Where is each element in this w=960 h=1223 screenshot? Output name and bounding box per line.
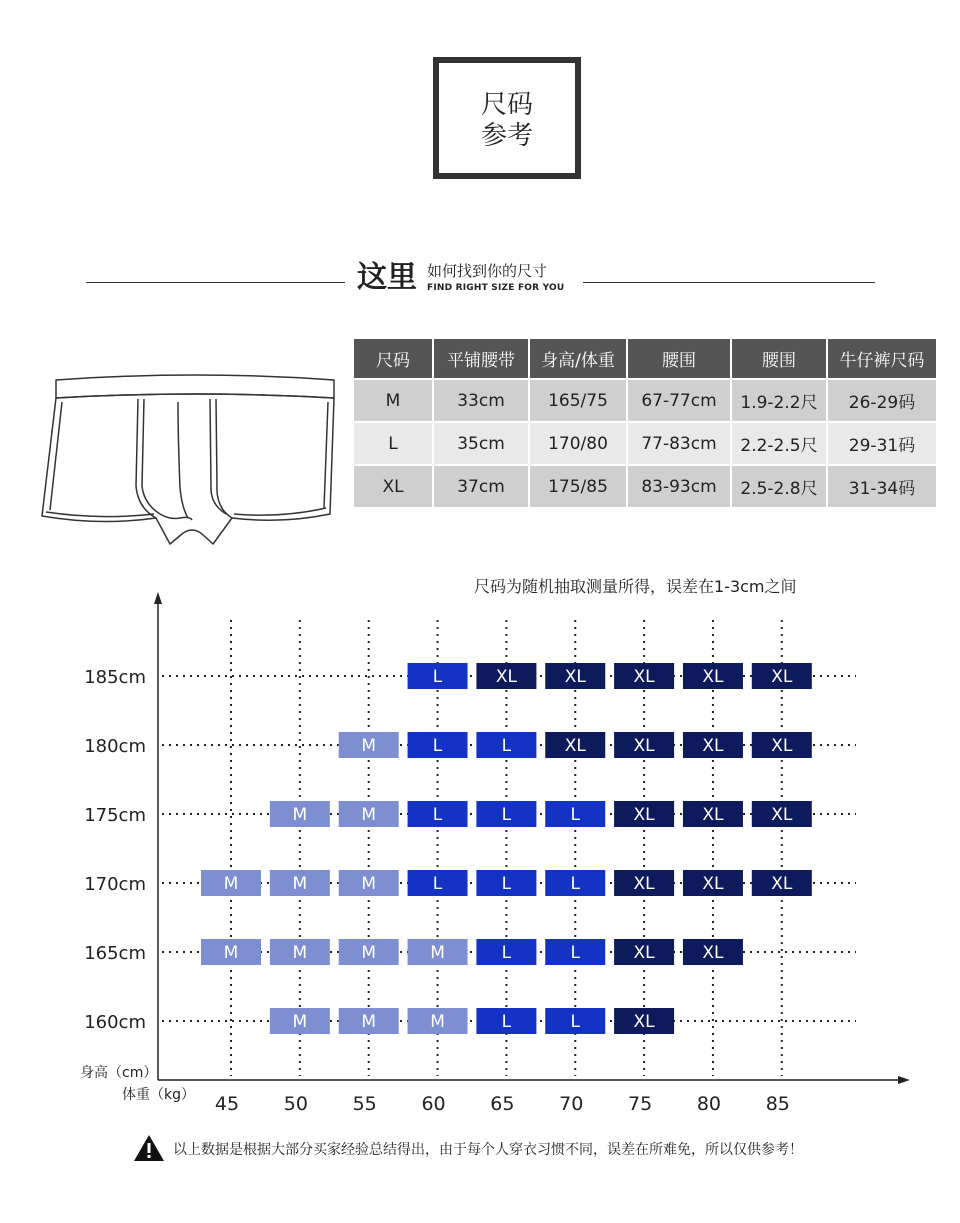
size-cell-label: L <box>501 736 512 756</box>
table-cell: 2.2-2.5尺 <box>732 423 826 464</box>
size-cell-xl <box>614 1008 674 1034</box>
size-cell-label: M <box>223 874 239 894</box>
size-cell-l <box>476 870 536 896</box>
table-cell: 26-29码 <box>828 380 936 421</box>
size-cell-label: M <box>430 943 445 963</box>
size-cell-label: L <box>570 943 580 963</box>
title-line1: 尺码 <box>480 90 533 120</box>
table-cell: 77-83cm <box>628 423 730 464</box>
size-cell-m <box>201 870 261 896</box>
size-cell-label: L <box>501 874 512 894</box>
size-cell-label: XL <box>564 667 586 687</box>
size-cell-label: XL <box>702 736 724 756</box>
size-cell-label: L <box>432 805 443 825</box>
size-cell-label: M <box>361 874 377 894</box>
size-cell-l <box>545 1008 605 1034</box>
table-header-cell: 身高/体重 <box>530 339 626 378</box>
size-cell-label: XL <box>633 667 655 687</box>
table-cell: XL <box>354 466 432 507</box>
y-tick-label: 175cm <box>84 805 146 826</box>
table-cell: 37cm <box>434 466 528 507</box>
section-heading-main: 这里 <box>357 260 417 295</box>
table-header-cell: 牛仔裤尺码 <box>828 339 936 378</box>
table-cell: 31-34码 <box>828 466 936 507</box>
size-cell-xl <box>476 663 536 689</box>
size-cell-m <box>408 1008 468 1034</box>
x-tick-label: 70 <box>559 1093 584 1115</box>
size-cell-label: L <box>570 1012 580 1032</box>
measurement-note: 尺码为随机抽取测量所得，误差在1-3cm之间 <box>474 577 797 596</box>
size-cell-label: M <box>430 1012 445 1032</box>
table-header-cell: 尺码 <box>354 339 432 378</box>
size-cell-label: XL <box>702 805 724 825</box>
size-cell-label: XL <box>633 874 655 894</box>
x-tick-label: 45 <box>214 1093 240 1115</box>
size-cell-xl <box>752 801 812 827</box>
size-cell-l <box>408 801 468 827</box>
size-cell-xl <box>752 870 812 896</box>
size-cell-l <box>545 939 605 965</box>
table-cell: 2.5-2.8尺 <box>732 466 826 507</box>
table-cell: M <box>354 380 432 421</box>
size-cell-m <box>270 1008 330 1034</box>
size-cell-xl <box>683 801 743 827</box>
y-tick-label: 180cm <box>84 736 146 757</box>
x-axis-arrow <box>898 1076 910 1084</box>
size-cell-xl <box>683 870 743 896</box>
table-header-cell: 腰围 <box>732 339 826 378</box>
size-cell-label: L <box>432 736 443 756</box>
size-cell-l <box>408 663 468 689</box>
table-cell: 175/85 <box>530 466 626 507</box>
size-cell-m <box>339 801 399 827</box>
size-cell-label: M <box>361 805 377 825</box>
title-line2: 参考 <box>480 121 533 151</box>
size-cell-m <box>270 870 330 896</box>
y-tick-label: 160cm <box>84 1012 146 1033</box>
size-cell-label: XL <box>702 943 724 963</box>
table-header-cell: 腰围 <box>628 339 730 378</box>
size-cell-label: M <box>292 805 308 825</box>
size-cell-xl <box>683 732 743 758</box>
size-cell-xl <box>545 663 605 689</box>
size-cell-m <box>339 939 399 965</box>
size-cell-xl <box>614 939 674 965</box>
table-header-cell: 平铺腰带 <box>434 339 528 378</box>
size-cell-xl <box>545 732 605 758</box>
size-cell-label: L <box>501 805 512 825</box>
size-cell-l <box>476 732 536 758</box>
table-cell: 83-93cm <box>628 466 730 507</box>
size-cell-label: M <box>361 1012 377 1032</box>
x-tick-label: 55 <box>352 1093 377 1115</box>
table-cell: 29-31码 <box>828 423 936 464</box>
table-cell: 67-77cm <box>628 380 730 421</box>
table-cell: 165/75 <box>530 380 626 421</box>
size-cell-label: XL <box>771 805 793 825</box>
y-axis-title: 身高（cm） <box>80 1065 158 1081</box>
size-cell-label: M <box>292 1012 308 1032</box>
size-cell-label: XL <box>495 667 517 687</box>
x-tick-label: 60 <box>421 1093 446 1115</box>
size-cell-l <box>476 1008 536 1034</box>
size-cell-xl <box>752 732 812 758</box>
size-cell-xl <box>683 663 743 689</box>
size-cell-m <box>408 939 468 965</box>
size-cell-label: L <box>432 667 443 687</box>
section-heading-sub-en: FIND RIGHT SIZE FOR YOU <box>427 283 565 293</box>
size-cell-m <box>339 1008 399 1034</box>
size-cell-label: L <box>432 874 443 894</box>
size-cell-label: M <box>292 943 308 963</box>
size-cell-label: M <box>361 943 377 963</box>
x-tick-label: 80 <box>696 1093 722 1115</box>
x-tick-labels <box>215 1093 790 1115</box>
size-cell-label: XL <box>771 667 793 687</box>
size-cell-l <box>545 870 605 896</box>
size-cell-label: M <box>292 874 308 894</box>
size-cell-label: L <box>570 805 580 825</box>
x-tick-label: 85 <box>765 1093 790 1115</box>
size-cell-label: M <box>223 943 239 963</box>
size-cell-label: XL <box>771 736 793 756</box>
size-cell-l <box>476 801 536 827</box>
size-cell-label: L <box>570 874 580 894</box>
size-cell-xl <box>683 939 743 965</box>
section-heading-sub-cn: 如何找到你的尺寸 <box>427 262 548 280</box>
size-cell-xl <box>614 663 674 689</box>
y-tick-label: 165cm <box>84 943 146 964</box>
size-cell-m <box>270 939 330 965</box>
table-cell: 33cm <box>434 380 528 421</box>
table-cell: 1.9-2.2尺 <box>732 380 826 421</box>
y-tick-label: 170cm <box>84 874 146 895</box>
size-cell-m <box>339 870 399 896</box>
table-cell: 35cm <box>434 423 528 464</box>
size-cell-l <box>476 939 536 965</box>
size-cell-xl <box>614 870 674 896</box>
table-cell: 170/80 <box>530 423 626 464</box>
size-cell-l <box>545 801 605 827</box>
size-cell-m <box>201 939 261 965</box>
x-tick-label: 50 <box>283 1093 308 1115</box>
footer-disclaimer: 以上数据是根据大部分买家经验总结得出，由于每个人穿衣习惯不同，误差在所难免，所以仅供参考！ <box>173 1142 803 1158</box>
y-tick-labels <box>84 667 146 1033</box>
x-axis-title: 体重（kg） <box>122 1087 195 1103</box>
size-cell-label: XL <box>633 943 655 963</box>
table-cell: L <box>354 423 432 464</box>
size-cell-label: XL <box>702 874 724 894</box>
size-cell-label: L <box>501 943 512 963</box>
size-cell-label: XL <box>633 805 655 825</box>
size-cell-label: XL <box>633 1012 655 1032</box>
y-axis-arrow <box>154 592 162 604</box>
size-cell-l <box>408 732 468 758</box>
size-cell-m <box>270 801 330 827</box>
size-cell-label: XL <box>633 736 655 756</box>
size-cell-xl <box>752 663 812 689</box>
size-cell-label: XL <box>564 736 586 756</box>
x-tick-label: 75 <box>628 1093 653 1115</box>
y-tick-label: 185cm <box>84 667 146 688</box>
size-cell-label: XL <box>771 874 793 894</box>
size-cell-label: L <box>501 1012 512 1032</box>
x-tick-label: 65 <box>490 1093 515 1115</box>
size-cell-label: XL <box>702 667 724 687</box>
size-cell-xl <box>614 732 674 758</box>
warning-icon <box>133 1134 165 1162</box>
size-cell-label: M <box>361 736 377 756</box>
size-cell-l <box>408 870 468 896</box>
size-cell-xl <box>614 801 674 827</box>
size-cell-m <box>339 732 399 758</box>
